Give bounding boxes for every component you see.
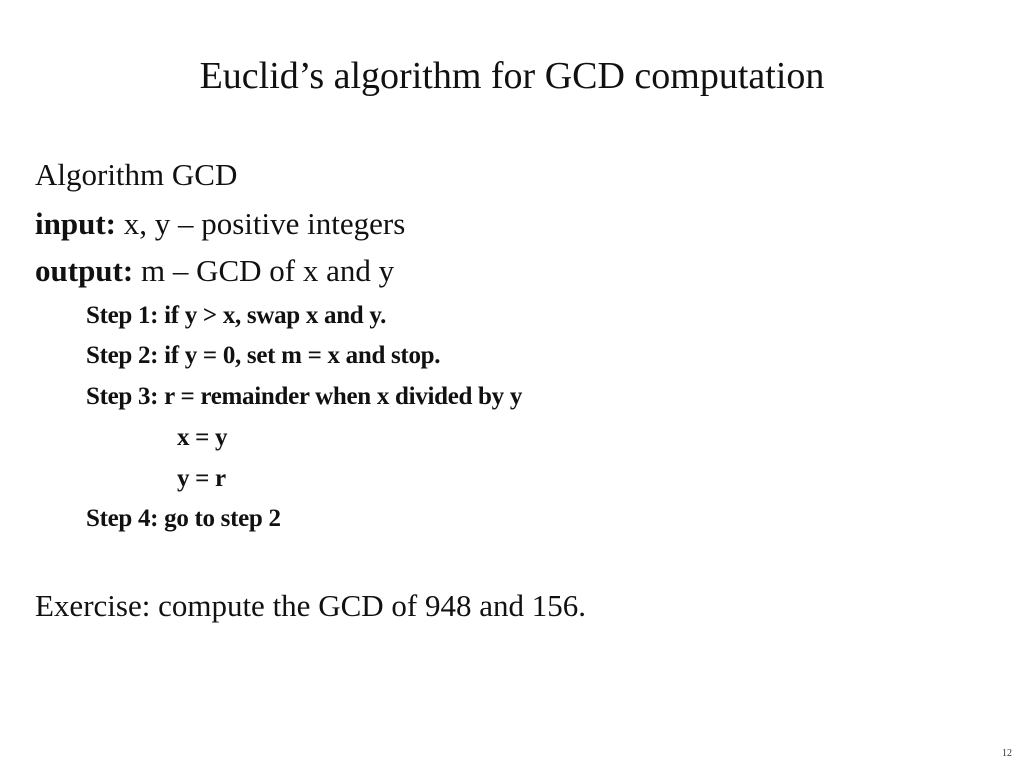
step-3-assign-y: y = r — [177, 465, 226, 492]
exercise-text: Exercise: compute the GCD of 948 and 156. — [35, 588, 586, 623]
output-label: output: — [35, 253, 134, 288]
input-line — [35, 204, 405, 244]
algorithm-name: Algorithm GCD — [35, 157, 238, 192]
step-2: Step 2: if y = 0, set m = x and stop. — [86, 342, 441, 369]
page-number: 12 — [1002, 748, 1012, 759]
input-text: x, y – positive integers — [115, 206, 406, 241]
step-3: Step 3: r = remainder when x divided by y — [86, 383, 523, 410]
input-label: input: — [35, 206, 116, 241]
step-3-assign-x: x = y — [177, 424, 228, 451]
output-text: m – GCD of x and y — [133, 253, 395, 288]
output-line — [35, 251, 394, 291]
slide-title: Euclid’s algorithm for GCD computation — [199, 55, 825, 97]
step-1: Step 1: if y > x, swap x and y. — [86, 302, 387, 329]
step-4: Step 4: go to step 2 — [86, 505, 281, 532]
